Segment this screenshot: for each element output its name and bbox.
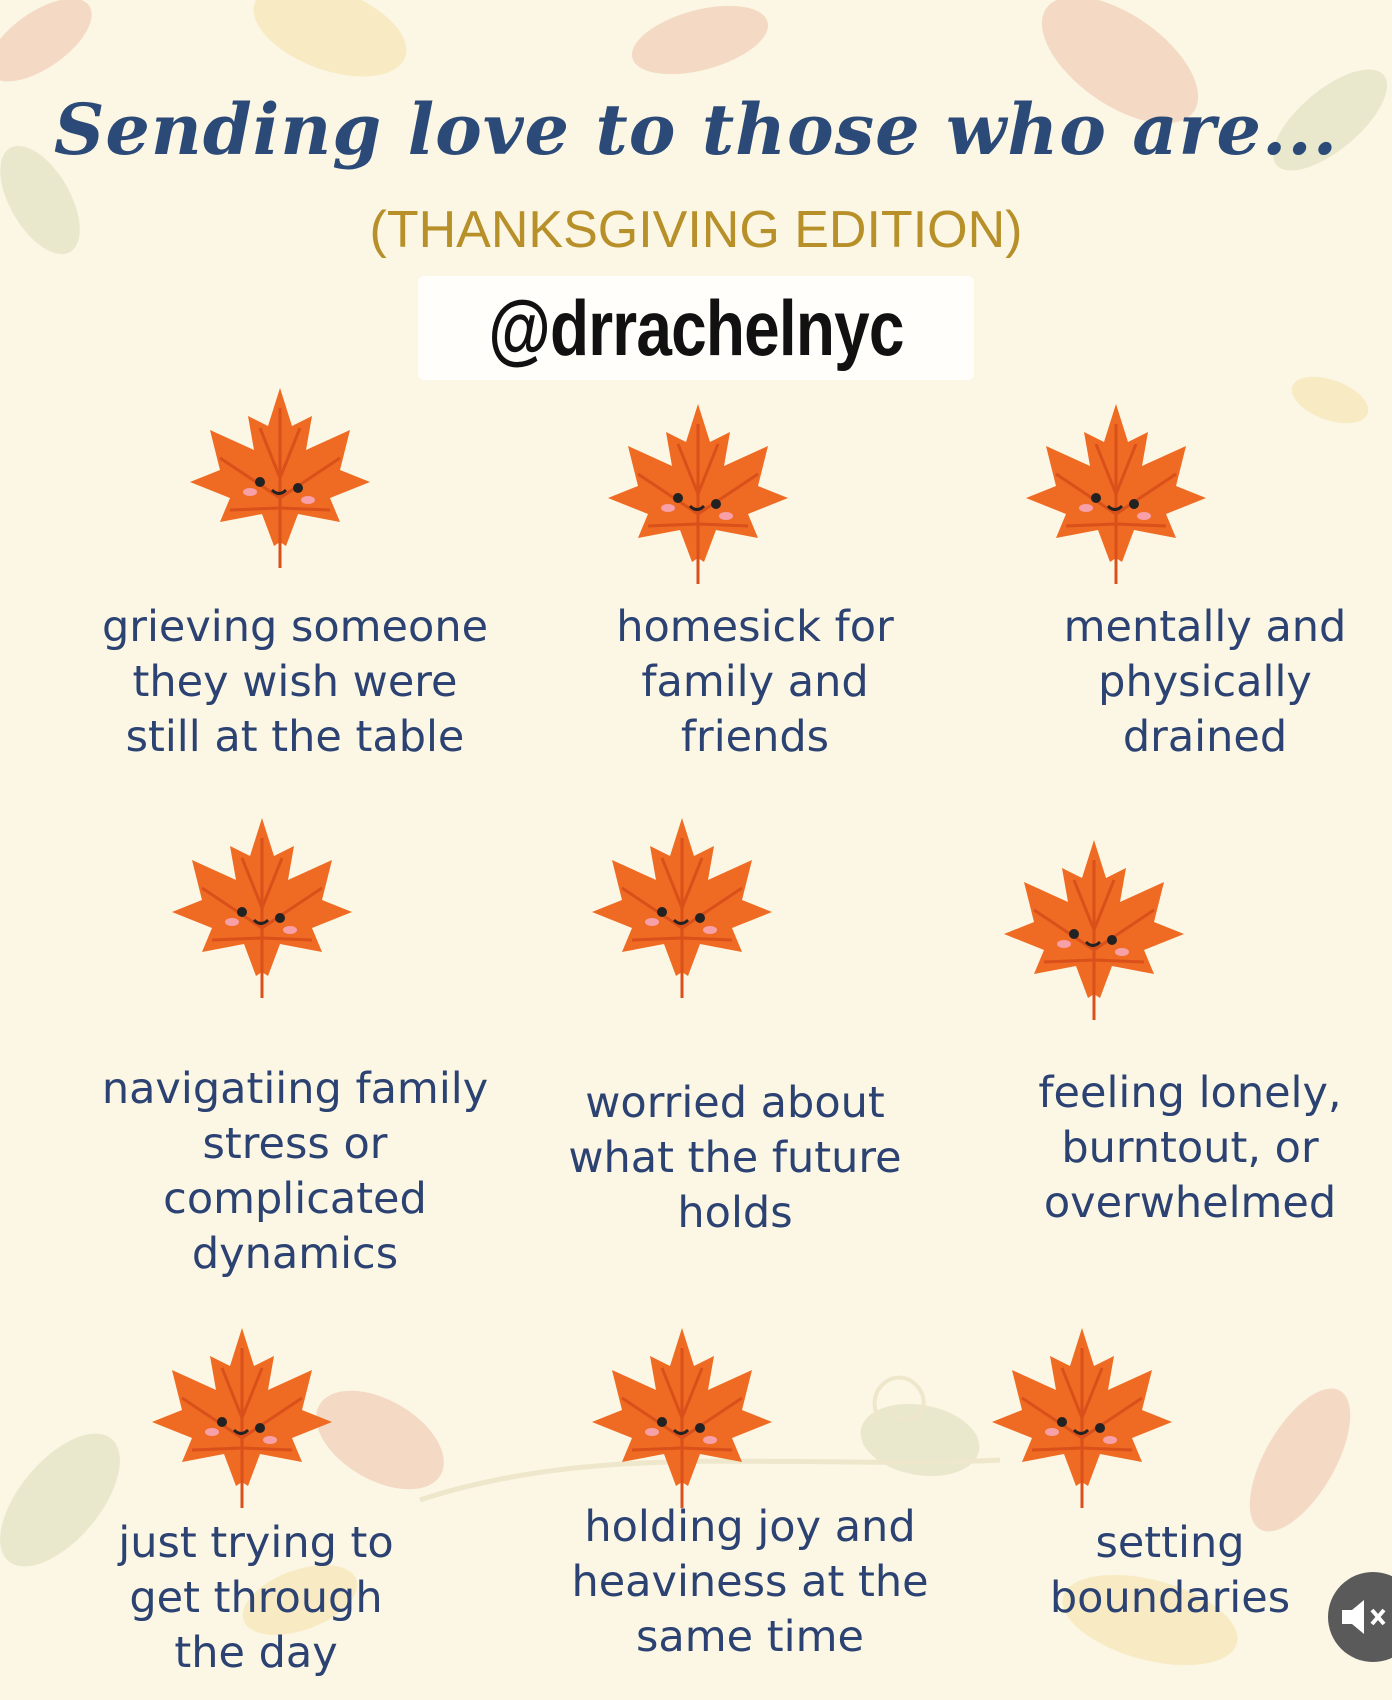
smiling-maple-leaf-icon bbox=[1016, 394, 1216, 594]
item-caption: worried about what the future holds bbox=[568, 1078, 902, 1238]
speaker-muted-icon bbox=[1338, 1596, 1392, 1638]
item-caption: just trying to get through the day bbox=[118, 1518, 394, 1678]
smiling-maple-leaf-icon bbox=[142, 1318, 342, 1518]
smiling-maple-leaf-icon bbox=[582, 808, 782, 1008]
smiling-maple-leaf-icon bbox=[994, 830, 1194, 1030]
smiling-maple-leaf-icon bbox=[598, 394, 798, 594]
item-caption: mentally and physically drained bbox=[1063, 602, 1347, 762]
page-title: Sending love to those who are... bbox=[53, 88, 1339, 171]
smiling-maple-leaf-icon bbox=[582, 1318, 782, 1518]
smiling-maple-leaf-icon bbox=[162, 808, 362, 1008]
item-caption: homesick for family and friends bbox=[616, 602, 894, 762]
page-subtitle: (THANKSGIVING EDITION) bbox=[369, 201, 1023, 259]
item-caption: navigatiing family stress or complicated dynamics bbox=[101, 1064, 489, 1279]
smiling-maple-leaf-icon bbox=[180, 378, 380, 578]
smiling-maple-leaf-icon bbox=[982, 1318, 1182, 1518]
item-caption: setting boundaries bbox=[1049, 1518, 1291, 1623]
handle-badge bbox=[418, 276, 974, 380]
item-caption: feeling lonely, burntout, or overwhelmed bbox=[1038, 1068, 1342, 1228]
author-handle: @drrachelnyc bbox=[488, 284, 904, 372]
item-caption: holding joy and heaviness at the same time bbox=[571, 1502, 929, 1662]
item-caption: grieving someone they wish were still at the table bbox=[101, 602, 489, 762]
